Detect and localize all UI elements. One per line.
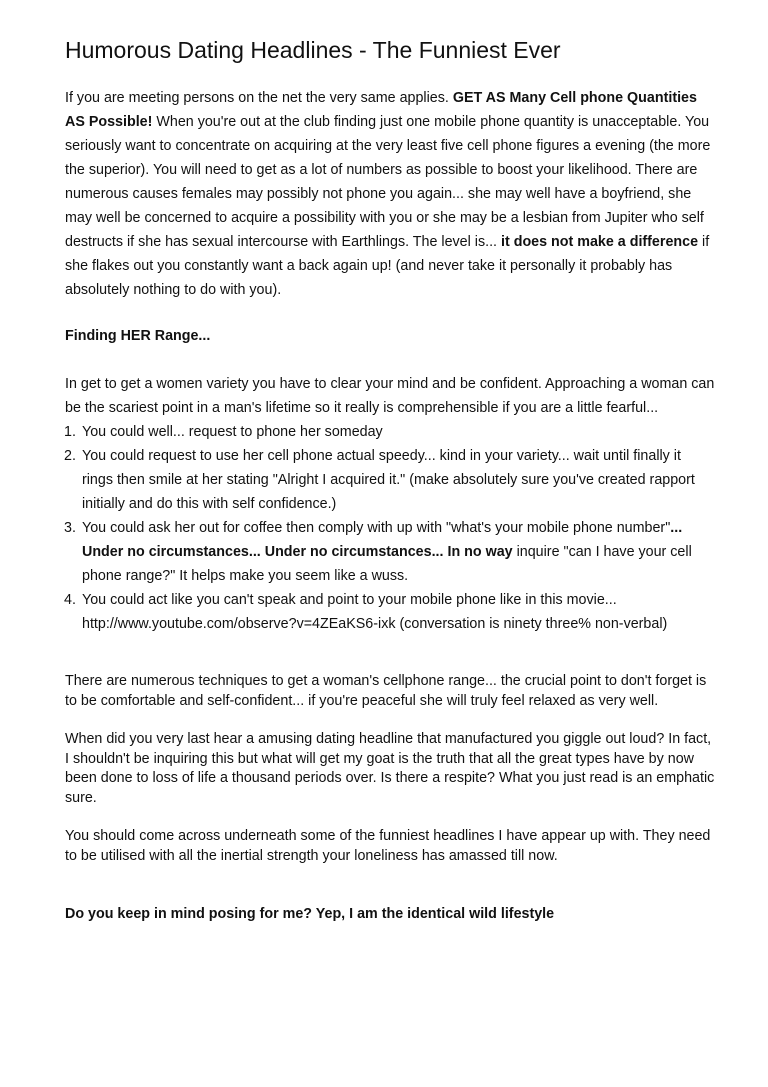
intro-bold-1: GET AS Many Cell phone Quantities AS Possible! — [65, 90, 697, 130]
tips-list — [65, 420, 715, 636]
list-item-text-1: You could ask her out for coffee then comply with up with "what's your mobile phone number" — [82, 520, 671, 536]
intro-text-2: When you're out at the club finding just one mobile phone quantity is unacceptable. You seriously want to concentrate on acquiring at the very least five cell phone figures a evening (the more the superior). You will need to get as a lot of numbers as possible to boost your likelihood. There are numerous causes females may possibly not phone you again... she may well have a boyfriend, she may well be concerned to acquire a possibility with you or she may be a lesbian from Jupiter who self destructs if she has sexual intercourse with Earthlings. The level is... — [65, 114, 711, 250]
list-item — [65, 516, 715, 588]
page-title: Humorous Dating Headlines - The Funniest Ever — [65, 37, 561, 63]
list-item — [65, 444, 715, 516]
intro-text-3: if she flakes out you constantly want a back again up! (and never take it personally it probably has absolutely nothing to do with you). — [65, 234, 710, 298]
intro-paragraph — [65, 86, 715, 302]
list-item — [65, 588, 715, 636]
funniest-paragraph: You should come across underneath some of the funniest headlines I have appear up with. They need to be utilised with all the inertial strength your loneliness has amassed till now. — [65, 828, 711, 864]
list-item-text: You could act like you can't speak and point to your mobile phone like in this movie... http://www.youtube.com/observe?v=4ZEaKS6-ixk (conversation is ninety three% non-verbal) — [82, 592, 668, 632]
list-item-text: You could request to use her cell phone actual speedy... kind in your variety... wait until finally it rings then smile at her stating "Alright I acquired it." (make absolutely sure you've created rapport initially and do this with self confidence.) — [82, 448, 695, 512]
list-item-number: 4. — [64, 592, 76, 608]
techniques-paragraph: There are numerous techniques to get a woman's cellphone range... the crucial point to don't forget is to be comfortable and self-confident... if you're peaceful she will truly feel relaxed as very well. — [65, 673, 707, 709]
list-item-text: You could well... request to phone her someday — [82, 424, 383, 440]
section-heading-finding-range: Finding HER Range... — [65, 328, 211, 344]
section-intro-paragraph: In get to get a women variety you have to clear your mind and be confident. Approaching a woman can be the scariest point in a man's lifetime so it really is comprehensible if you are a little fearful... — [65, 376, 715, 416]
list-item-text-2: inquire "can I have your cell phone range?" It helps make you seem like a wuss. — [82, 544, 692, 584]
list-item — [65, 420, 715, 444]
list-item-number: 2. — [64, 448, 76, 464]
list-item-number: 3. — [64, 520, 76, 536]
document-page — [65, 36, 715, 925]
intro-bold-2: it does not make a difference — [501, 234, 699, 250]
list-item-number: 1. — [64, 424, 76, 440]
list-item-bold: ... Under no circumstances... Under no circumstances... In no way — [82, 520, 683, 560]
final-heading: Do you keep in mind posing for me? Yep, I am the identical wild lifestyle — [65, 906, 555, 922]
headline-paragraph: When did you very last hear a amusing dating headline that manufactured you giggle out loud? In fact, I shouldn't be inquiring this but what will get my goat is the truth that all the great types have by now been done to loss of life a thousand periods over. Is there a respite? What you just read is an emphatic sure. — [65, 731, 715, 806]
intro-text-1: If you are meeting persons on the net the very same applies. — [65, 90, 453, 106]
